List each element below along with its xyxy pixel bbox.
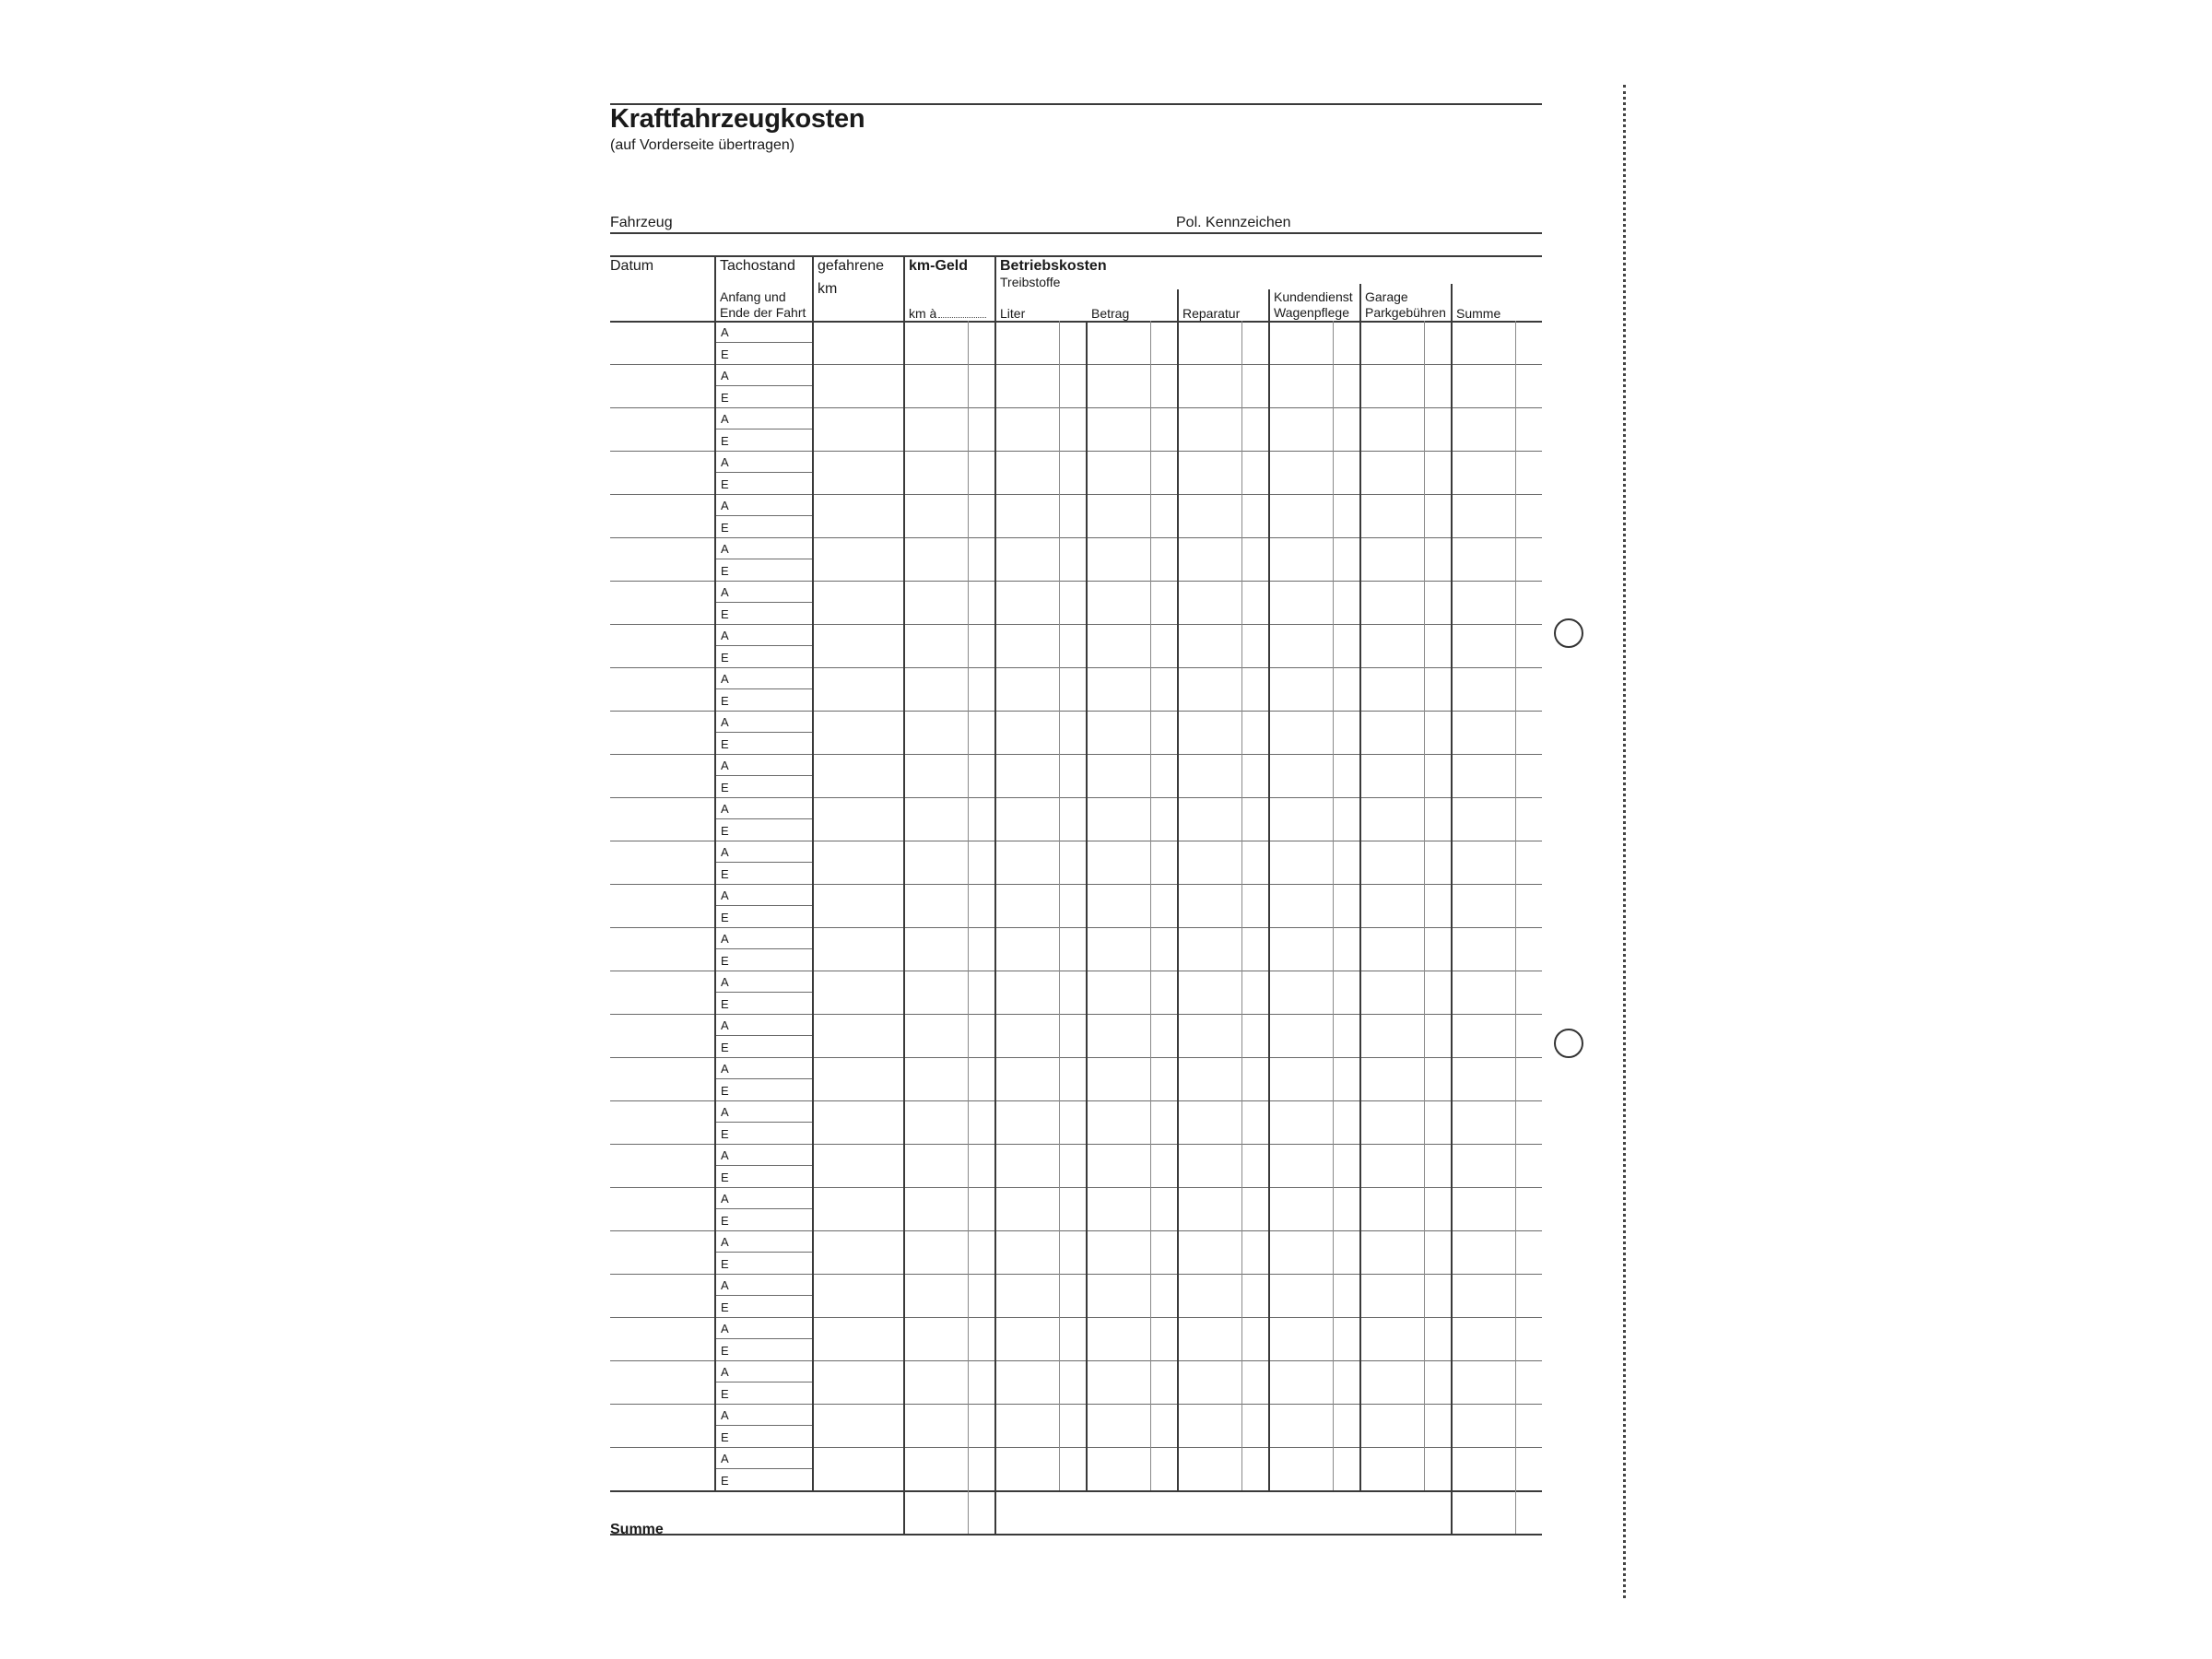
header-divider — [1359, 284, 1361, 322]
tacho-split-line — [714, 1078, 812, 1079]
tacho-end-marker: E — [721, 391, 729, 405]
table-row-divider — [610, 1100, 1542, 1101]
tacho-start-marker: A — [721, 845, 729, 859]
header-divider — [1451, 284, 1453, 322]
tacho-split-line — [714, 818, 812, 819]
header-kmgeld: km-Geld — [909, 258, 969, 274]
tacho-split-line — [714, 385, 812, 386]
table-row-divider — [610, 537, 1542, 538]
tacho-split-line — [714, 775, 812, 776]
header-bottom-rule — [610, 321, 1542, 323]
tacho-end-marker: E — [721, 434, 729, 448]
tacho-end-marker: E — [721, 694, 729, 708]
tacho-split-line — [714, 992, 812, 993]
tacho-start-marker: A — [721, 1148, 729, 1162]
tacho-start-marker: A — [721, 542, 729, 556]
decimal-divider — [1424, 321, 1425, 1490]
tacho-split-line — [714, 905, 812, 906]
header-datum: Datum — [610, 258, 654, 274]
table-row-divider — [610, 754, 1542, 755]
header-summe: Summe — [1456, 306, 1501, 321]
tacho-end-marker: E — [721, 954, 729, 968]
table-row-divider — [610, 451, 1542, 452]
table-row-divider — [610, 797, 1542, 798]
tacho-start-marker: A — [721, 1365, 729, 1379]
table-row-divider — [610, 1014, 1542, 1015]
perforation-line — [1623, 85, 1626, 1598]
tacho-start-marker: A — [721, 1192, 729, 1206]
table-row-divider — [610, 364, 1542, 365]
form-title: Kraftfahrzeugkosten — [610, 104, 865, 134]
column-divider — [1451, 321, 1453, 1534]
header-reparatur: Reparatur — [1182, 306, 1241, 321]
table-row-divider — [610, 1360, 1542, 1361]
tacho-end-marker: E — [721, 347, 729, 361]
tacho-split-line — [714, 1035, 812, 1036]
header-betriebskosten: Betriebskosten — [1000, 258, 1107, 274]
column-divider — [1177, 321, 1179, 1490]
decimal-divider — [968, 1490, 969, 1534]
table-row-divider — [610, 884, 1542, 885]
header-wagenpflege: Wagenpflege — [1274, 305, 1349, 320]
decimal-divider — [1333, 321, 1334, 1490]
tacho-split-line — [714, 1468, 812, 1469]
header-betrag: Betrag — [1091, 306, 1130, 321]
table-row-divider — [610, 927, 1542, 928]
table-bottom-rule — [610, 1490, 1542, 1492]
table-row-divider — [610, 1230, 1542, 1231]
tacho-start-marker: A — [721, 975, 729, 989]
header-liter: Liter — [1000, 306, 1026, 321]
form-subtitle: (auf Vorderseite übertragen) — [610, 137, 795, 153]
tacho-split-line — [714, 862, 812, 863]
tacho-start-marker: A — [721, 1278, 729, 1292]
tacho-start-marker: A — [721, 1018, 729, 1032]
header-tacho-sub1: Anfang und — [720, 289, 786, 304]
tacho-end-marker: E — [721, 737, 729, 751]
header-tachostand: Tachostand — [720, 258, 795, 274]
tacho-end-marker: E — [721, 1387, 729, 1401]
tacho-end-marker: E — [721, 911, 729, 924]
tacho-split-line — [714, 948, 812, 949]
header-km: km — [818, 281, 838, 297]
tacho-end-marker: E — [721, 1474, 729, 1488]
tacho-end-marker: E — [721, 1041, 729, 1054]
tacho-start-marker: A — [721, 499, 729, 512]
header-garage: Garage — [1365, 289, 1408, 304]
footer-summe-label: Summe — [610, 1522, 664, 1537]
tacho-split-line — [714, 645, 812, 646]
decimal-divider — [1150, 321, 1151, 1490]
punch-hole-icon — [1554, 618, 1583, 648]
header-divider — [1268, 289, 1270, 322]
column-divider — [903, 255, 905, 1534]
decimal-divider — [1241, 321, 1242, 1490]
tacho-split-line — [714, 1338, 812, 1339]
tacho-end-marker: E — [721, 1257, 729, 1271]
tacho-split-line — [714, 1165, 812, 1166]
tacho-split-line — [714, 1122, 812, 1123]
tacho-end-marker: E — [721, 867, 729, 881]
tacho-start-marker: A — [721, 629, 729, 642]
decimal-divider — [1515, 321, 1516, 1534]
tacho-end-marker: E — [721, 1214, 729, 1228]
summe-row-rule — [610, 1534, 1542, 1535]
column-divider — [812, 255, 814, 1490]
header-parkgebuehren: Parkgebühren — [1365, 305, 1446, 320]
tacho-end-marker: E — [721, 824, 729, 838]
column-divider — [1086, 321, 1088, 1490]
tacho-split-line — [714, 688, 812, 689]
header-km-a: km à — [909, 306, 937, 321]
table-row-divider — [610, 711, 1542, 712]
header-divider — [1177, 289, 1179, 322]
tacho-end-marker: E — [721, 1344, 729, 1358]
tacho-start-marker: A — [721, 802, 729, 816]
header-treibstoffe: Treibstoffe — [1000, 275, 1061, 289]
tacho-end-marker: E — [721, 521, 729, 535]
tacho-end-marker: E — [721, 1127, 729, 1141]
tacho-start-marker: A — [721, 759, 729, 772]
kennzeichen-label: Pol. Kennzeichen — [1176, 215, 1291, 230]
tacho-start-marker: A — [721, 715, 729, 729]
tacho-end-marker: E — [721, 997, 729, 1011]
tacho-end-marker: E — [721, 781, 729, 794]
tacho-end-marker: E — [721, 651, 729, 665]
table-row-divider — [610, 667, 1542, 668]
table-row-divider — [610, 1274, 1542, 1275]
km-rate-blank[interactable] — [938, 317, 986, 318]
column-divider — [714, 255, 716, 1490]
tacho-split-line — [714, 602, 812, 603]
header-tacho-sub2: Ende der Fahrt — [720, 305, 806, 320]
tacho-end-marker: E — [721, 1300, 729, 1314]
table-row-divider — [610, 1144, 1542, 1145]
tacho-start-marker: A — [721, 585, 729, 599]
table-row-divider — [610, 581, 1542, 582]
tacho-split-line — [714, 472, 812, 473]
tacho-start-marker: A — [721, 1062, 729, 1076]
table-row-divider — [610, 1187, 1542, 1188]
decimal-divider — [1059, 321, 1060, 1490]
tacho-end-marker: E — [721, 1171, 729, 1184]
punch-hole-icon — [1554, 1029, 1583, 1058]
tacho-end-marker: E — [721, 1084, 729, 1098]
tacho-start-marker: A — [721, 1105, 729, 1119]
tacho-split-line — [714, 1208, 812, 1209]
column-divider — [994, 255, 996, 1534]
tacho-start-marker: A — [721, 455, 729, 469]
tacho-end-marker: E — [721, 1430, 729, 1444]
table-row-divider — [610, 494, 1542, 495]
tacho-start-marker: A — [721, 369, 729, 382]
table-row-divider — [610, 1447, 1542, 1448]
tacho-start-marker: A — [721, 932, 729, 946]
tacho-start-marker: A — [721, 1408, 729, 1422]
column-divider — [1268, 321, 1270, 1490]
table-row-divider — [610, 1057, 1542, 1058]
tacho-start-marker: A — [721, 888, 729, 902]
table-top-rule — [610, 255, 1542, 257]
tacho-start-marker: A — [721, 325, 729, 339]
tacho-split-line — [714, 515, 812, 516]
fahrzeug-line[interactable] — [610, 232, 1542, 234]
table-row-divider — [610, 1317, 1542, 1318]
tacho-split-line — [714, 1425, 812, 1426]
tacho-start-marker: A — [721, 412, 729, 426]
table-row-divider — [610, 407, 1542, 408]
tacho-end-marker: E — [721, 564, 729, 578]
column-divider — [1359, 321, 1361, 1490]
tacho-end-marker: E — [721, 607, 729, 621]
header-gefahrene: gefahrene — [818, 258, 885, 274]
tacho-start-marker: A — [721, 1452, 729, 1465]
tacho-split-line — [714, 1252, 812, 1253]
fahrzeug-label: Fahrzeug — [610, 215, 673, 230]
decimal-divider — [968, 321, 969, 1490]
tacho-split-line — [714, 732, 812, 733]
tacho-end-marker: E — [721, 477, 729, 491]
tacho-start-marker: A — [721, 672, 729, 686]
tacho-start-marker: A — [721, 1322, 729, 1335]
tacho-split-line — [714, 342, 812, 343]
table-row-divider — [610, 624, 1542, 625]
tacho-split-line — [714, 1295, 812, 1296]
tacho-start-marker: A — [721, 1235, 729, 1249]
header-kundendienst: Kundendienst — [1274, 289, 1353, 304]
table-row-divider — [610, 1404, 1542, 1405]
